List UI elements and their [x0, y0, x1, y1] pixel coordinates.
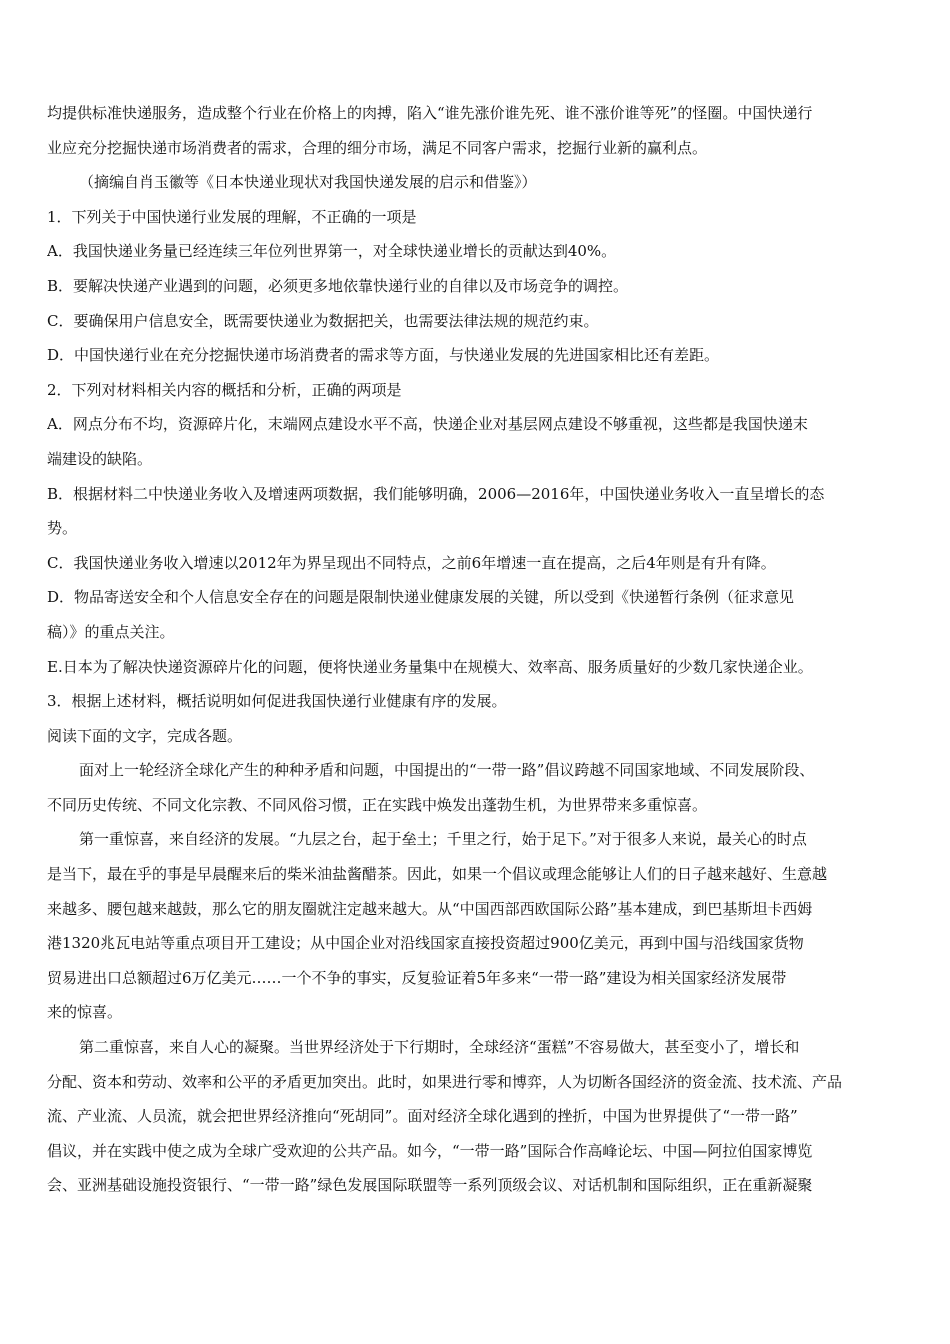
passage-line: 是当下，最在乎的事是早晨醒来后的柴米油盐酱醋茶。因此，如果一个倡议或理念能够让人们的日子越来越好、生意越 [47, 865, 828, 884]
passage-line: 来的惊喜。 [47, 1003, 123, 1022]
question-1: 1．下列关于中国快递行业发展的理解，不正确的一项是 [47, 207, 417, 226]
passage-paragraph: 面对上一轮经济全球化产生的种种矛盾和问题，中国提出的“一带一路”倡议跨越不同国家地域、不同发展阶段、 [79, 761, 815, 780]
source-citation: （摘编自肖玉徽等《日本快递业现状对我国快递发展的启示和借鉴》） [79, 173, 537, 192]
passage-line: 贸易进出口总额超过6万亿美元……一个不争的事实，反复验证着5年多来“一带一路”建设为相关国家经济发展带 [47, 968, 787, 987]
text-line: 均提供标准快递服务，造成整个行业在价格上的肉搏，陷入“谁先涨价谁先死、谁不涨价谁等死”的怪圈。中国快递行 [47, 104, 813, 122]
text-line: 业应充分挖掘快递市场消费者的需求，合理的细分市场，满足不同客户需求，挖掘行业新的赢利点。 [47, 138, 708, 157]
document-page [47, 96, 907, 1203]
question-2-option-d: D．物品寄送安全和个人信息安全存在的问题是限制快递业健康发展的关键，所以受到《快递暂行条例（征求意见 [47, 588, 795, 607]
question-2-option-b-cont: 势。 [47, 519, 78, 538]
question-2-option-a: A．网点分布不均，资源碎片化，末端网点建设水平不高，快递企业对基层网点建设不够重视，这些都是我国快递末 [47, 415, 808, 434]
question-2-option-c: C．我国快递业务收入增速以2012年为界呈现出不同特点，之前6年增速一直在提高，之后4年则是有升有降。 [47, 553, 776, 572]
passage-line: 分配、资本和劳动、效率和公平的矛盾更加突出。此时，如果进行零和博弈，人为切断各国经济的资金流、技术流、产品 [47, 1072, 843, 1091]
question-2-option-e: E.日本为了解决快递资源碎片化的问题，便将快递业务量集中在规模大、效率高、服务质量好的少数几家快递企业。 [47, 657, 813, 676]
passage-line: 倡议，并在实践中使之成为全球广受欢迎的公共产品。如今，“一带一路”国际合作高峰论坛、中国—阿拉伯国家博览 [47, 1141, 813, 1160]
passage-line: 来越多、腰包越来越鼓，那么它的朋友圈就注定越来越大。从“中国西部西欧国际公路”基本建成，到巴基斯坦卡西姆 [47, 899, 813, 918]
question-2-option-a-cont: 端建设的缺陷。 [47, 449, 153, 468]
question-1-option-c: C．要确保用户信息安全，既需要快递业为数据把关，也需要法律法规的规范约束。 [47, 311, 599, 330]
question-1-option-d: D．中国快递行业在充分挖掘快递市场消费者的需求等方面，与快递业发展的先进国家相比还有差距。 [47, 346, 720, 365]
passage-line: 流、产业流、人员流，就会把世界经济推向“死胡同”。面对经济全球化遇到的挫折，中国为世界提供了“一带一路” [47, 1107, 798, 1126]
question-2: 2．下列对材料相关内容的概括和分析，正确的两项是 [47, 380, 402, 399]
passage-paragraph: 第一重惊喜，来自经济的发展。“九层之台，起于垒土；千里之行，始于足下。”对于很多人来说，最关心的时点 [79, 830, 807, 849]
passage-line: 会、亚洲基础设施投资银行、“一带一路”绿色发展国际联盟等一系列顶级会议、对话机制和国际组织，正在重新凝聚 [47, 1176, 813, 1195]
question-1-option-b: B．要解决快递产业遇到的问题，必须更多地依靠快递行业的自律以及市场竞争的调控。 [47, 276, 629, 295]
passage-line: 不同历史传统、不同文化宗教、不同风俗习惯，正在实践中焕发出蓬勃生机，为世界带来多重惊喜。 [47, 795, 708, 814]
reading-instruction: 阅读下面的文字，完成各题。 [47, 726, 243, 745]
question-2-option-b: B．根据材料二中快递业务收入及增速两项数据，我们能够明确，2006—2016年，中国快递业务收入一直呈增长的态 [47, 484, 825, 503]
passage-line: 港1320兆瓦电站等重点项目开工建设；从中国企业对沿线国家直接投资超过900亿美元，再到中国与沿线国家货物 [47, 934, 804, 953]
question-2-option-d-cont: 稿）》的重点关注。 [47, 622, 175, 641]
passage-paragraph: 第二重惊喜，来自人心的凝聚。当世界经济处于下行期时，全球经济“蛋糕”不容易做大，甚至变小了，增长和 [79, 1038, 800, 1057]
question-3: 3．根据上述材料，概括说明如何促进我国快递行业健康有序的发展。 [47, 692, 507, 711]
question-1-option-a: A．我国快递业务量已经连续三年位列世界第一，对全球快递业增长的贡献达到40%。 [47, 242, 617, 261]
